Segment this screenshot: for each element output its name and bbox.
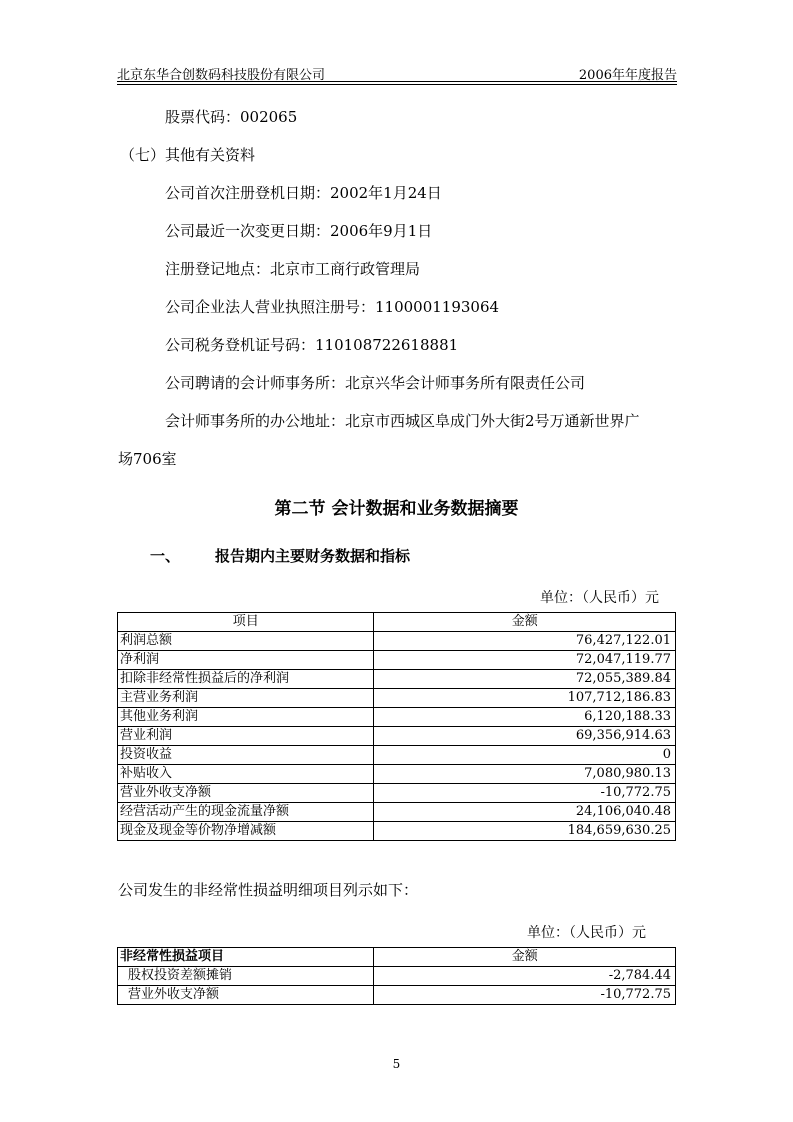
row-item: 营业外收支净额: [118, 784, 374, 803]
row-item: 净利润: [118, 651, 374, 670]
table-header-row: [118, 613, 676, 632]
first-registration-date: 公司首次注册登机日期：2002年1月24日: [165, 184, 442, 202]
financial-summary-table: [117, 612, 676, 841]
row-item: 投资收益: [118, 746, 374, 765]
tax-number: 公司税务登机证号码：110108722618881: [165, 336, 459, 354]
row-amount: 107,712,186.83: [374, 689, 676, 708]
nonrecurring-intro: 公司发生的非经常性损益明细项目列示如下：: [118, 881, 419, 899]
table-row: [118, 727, 676, 746]
registration-place: 注册登记地点：北京市工商行政管理局: [165, 260, 421, 278]
section-title: 第二节 会计数据和业务数据摘要: [274, 499, 519, 519]
table-row: [118, 632, 676, 651]
subsection-title: 报告期内主要财务数据和指标: [215, 547, 411, 565]
nonrecurring-items-table: [117, 947, 676, 1005]
table-row: [118, 765, 676, 784]
row-item: 现金及现金等价物净增减额: [118, 822, 374, 841]
auditor-address-line1: 会计师事务所的办公地址：北京市西城区阜成门外大街2号万通新世界广: [165, 412, 640, 430]
table-row: [118, 784, 676, 803]
last-change-date: 公司最近一次变更日期：2006年9月1日: [165, 222, 433, 240]
row-amount: 7,080,980.13: [374, 765, 676, 784]
row-amount: -2,784.44: [374, 967, 676, 986]
table1-unit: 单位：（人民币）元: [540, 590, 659, 606]
row-amount: 72,047,119.77: [374, 651, 676, 670]
row-item: 营业利润: [118, 727, 374, 746]
row-item: 扣除非经常性损益后的净利润: [118, 670, 374, 689]
header-report: 2006年年度报告: [578, 68, 677, 83]
row-amount: 76,427,122.01: [374, 632, 676, 651]
header-rule-thin: [117, 84, 677, 85]
table-row: [118, 822, 676, 841]
table-header-row: [118, 948, 676, 967]
header-rule: [117, 81, 677, 82]
table-row: [118, 670, 676, 689]
row-amount: -10,772.75: [374, 784, 676, 803]
auditor-address-line2: 场706室: [118, 450, 177, 468]
table-row: [118, 708, 676, 727]
table-row: [118, 967, 676, 986]
row-amount: 0: [374, 746, 676, 765]
row-amount: 6,120,188.33: [374, 708, 676, 727]
column-header-item: 非经常性损益项目: [118, 948, 374, 967]
page-number: 5: [392, 1057, 401, 1071]
row-item: 经营活动产生的现金流量净额: [118, 803, 374, 822]
row-amount: 72,055,389.84: [374, 670, 676, 689]
section-7-heading: （七）其他有关资料: [120, 146, 256, 164]
row-item: 其他业务利润: [118, 708, 374, 727]
row-item: 利润总额: [118, 632, 374, 651]
row-item: 主营业务利润: [118, 689, 374, 708]
subsection-number: 一、: [150, 547, 181, 565]
row-item: 股权投资差额摊销: [118, 967, 374, 986]
row-item: 补贴收入: [118, 765, 374, 784]
table-row: [118, 746, 676, 765]
header-company: 北京东华合创数码科技股份有限公司: [117, 68, 326, 83]
row-amount: -10,772.75: [374, 986, 676, 1005]
row-amount: 184,659,630.25: [374, 822, 676, 841]
stock-code: 股票代码：002065: [165, 108, 298, 126]
license-number: 公司企业法人营业执照注册号：1100001193064: [165, 298, 500, 316]
column-header-amount: 金额: [374, 613, 676, 632]
row-item: 营业外收支净额: [118, 986, 374, 1005]
row-amount: 69,356,914.63: [374, 727, 676, 746]
column-header-item: 项目: [118, 613, 374, 632]
table-row: [118, 689, 676, 708]
table2-unit: 单位：（人民币）元: [527, 925, 646, 941]
table-row: [118, 651, 676, 670]
row-amount: 24,106,040.48: [374, 803, 676, 822]
column-header-amount: 金额: [374, 948, 676, 967]
table-row: [118, 986, 676, 1005]
auditor: 公司聘请的会计师事务所：北京兴华会计师事务所有限责任公司: [165, 374, 586, 392]
table-row: [118, 803, 676, 822]
